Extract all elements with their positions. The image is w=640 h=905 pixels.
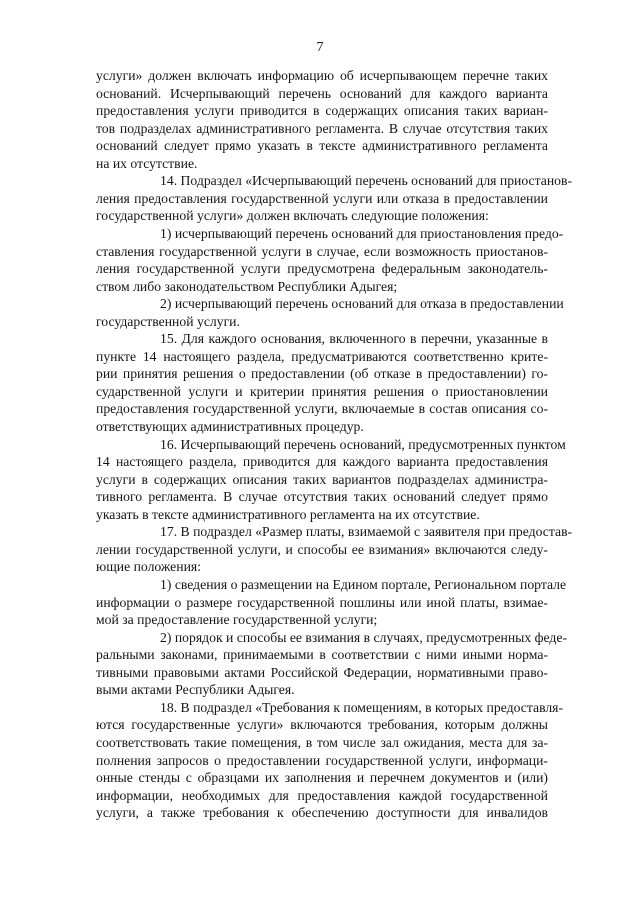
text-line: тивными правовыми актами Российской Федерации, нормативными право- bbox=[96, 664, 548, 680]
text-line: 2) исчерпывающий перечень оснований для отказа в предоставлении bbox=[160, 296, 564, 312]
text-line: выми актами Республики Адыгея. bbox=[96, 682, 295, 698]
text-line: предоставления услуги приводится в содержащих описания таких вариан- bbox=[96, 103, 548, 119]
text-line: предоставления государственной услуги, включаемые в состав описания со- bbox=[96, 401, 548, 417]
text-line: оснований. Исчерпывающий перечень оснований для каждого варианта bbox=[96, 85, 548, 101]
text-line: 17. В подраздел «Размер платы, взимаемой с заявителя при предостав- bbox=[160, 524, 573, 540]
text-line: 2) порядок и способы ее взимания в случаях, предусмотренных феде- bbox=[160, 629, 568, 645]
text-line: ральными законами, принимаемыми в соответствии с ними иными норма- bbox=[96, 647, 548, 663]
text-line: ются государственные услуги» включаются требования, которым должны bbox=[96, 717, 548, 733]
text-line: полнения запросов о предоставлении государственной услуги, информаци- bbox=[96, 752, 548, 768]
text-line: 16. Исчерпывающий перечень оснований, предусмотренных пунктом bbox=[160, 436, 566, 452]
text-line: соответствовать такие помещения, в том числе зал ожидания, места для за- bbox=[96, 734, 548, 750]
text-line: 1) исчерпывающий перечень оснований для приостановления предо- bbox=[160, 226, 564, 241]
text-line: услуги» должен включать информацию об исчерпывающем перечне таких bbox=[96, 68, 548, 83]
text-line: онные стенды с образцами их заполнения и перечнем документов и (или) bbox=[96, 770, 548, 785]
text-line: пункте 14 настоящего раздела, предусматриваются соответственно крите- bbox=[96, 348, 548, 364]
text-line: 14 настоящего раздела, приводится для каждого варианта предоставления bbox=[96, 454, 548, 470]
text-line: тивного регламента. В случае отсутствия таких оснований следует прямо bbox=[96, 489, 548, 505]
text-line: указать в тексте административного регламента на их отсутствие. bbox=[96, 506, 480, 522]
text-line: 14. Подраздел «Исчерпывающий перечень оснований для приостанов- bbox=[160, 173, 573, 189]
text-line: 18. В подраздел «Требования к помещениям, в которых предоставля- bbox=[160, 699, 564, 715]
text-line: ющие положения: bbox=[96, 559, 202, 575]
text-line: ставления государственной услуги в случае, если возможность приостанов- bbox=[96, 243, 548, 259]
text-line: оснований следует прямо указать в тексте административного регламента bbox=[96, 138, 548, 154]
text-line: ответствующих административных процедур. bbox=[96, 419, 364, 434]
text-line: услуги, а также требования к обеспечению доступности для инвалидов bbox=[96, 805, 548, 821]
page-number: 7 bbox=[316, 40, 324, 55]
text-line: на их отсутствие. bbox=[96, 155, 198, 171]
text-line: сударственной услуги и критерии принятия решения о приостановлении bbox=[96, 383, 548, 399]
text-line: информации о размере государственной пошлины или иной платы, взимае- bbox=[96, 594, 548, 610]
text-line: государственной услуги» должен включать следующие положения: bbox=[96, 208, 489, 224]
text-line: ления государственной услуги предусмотрена федеральным законодатель- bbox=[96, 261, 548, 277]
text-line: тов подразделах административного регламента. В случае отсутствия таких bbox=[96, 120, 548, 136]
text-line: лении государственной услуги, и способы ее взимания» включаются следу- bbox=[96, 541, 548, 557]
text-line: 15. Для каждого основания, включенного в перечни, указанные в bbox=[160, 331, 548, 347]
text-line: рии принятия решения о предоставлении (об отказе в предоставлении) го- bbox=[96, 366, 548, 382]
text-line: ления предоставления государственной услуги или отказа в предоставлении bbox=[96, 190, 548, 206]
text-line: мой за предоставление государственной услуги; bbox=[96, 612, 378, 628]
text-line: государственной услуги. bbox=[96, 313, 240, 329]
text-line: услуги в содержащих описания таких вариантов подразделах администра- bbox=[96, 471, 548, 487]
text-line: информации, необходимых для предоставления каждой государственной bbox=[96, 787, 548, 803]
text-line: ством либо законодательством Республики Адыгея; bbox=[96, 278, 398, 294]
text-line: 1) сведения о размещении на Едином портале, Региональном портале bbox=[160, 577, 567, 592]
